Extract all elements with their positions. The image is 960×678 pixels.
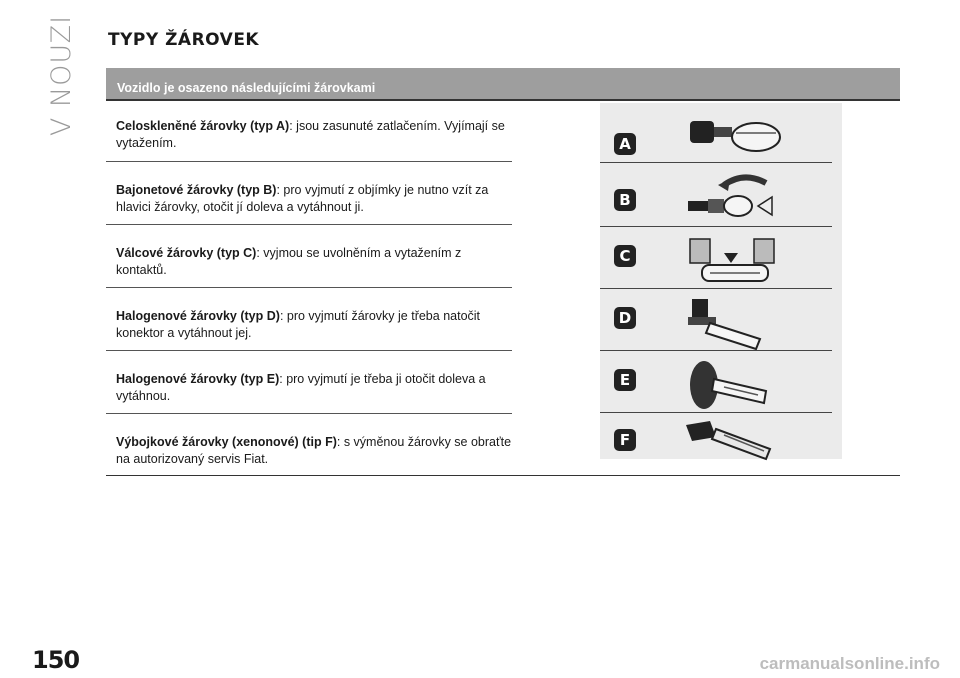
row-divider	[600, 162, 832, 163]
row-divider	[600, 350, 832, 351]
illustration-row-e	[600, 353, 832, 413]
watermark: carmanualsonline.info	[759, 654, 940, 673]
bulb-type-description: : s výměnou žárovky se obraťte na autorizovaný servis Fiat.	[116, 435, 512, 466]
festoon-bulb-icon	[680, 233, 800, 289]
bulb-illustration-panel	[600, 103, 842, 459]
halogen-h7-bulb-icon	[680, 357, 800, 413]
bulb-row-text	[106, 182, 512, 216]
xenon-bulb-icon	[680, 419, 800, 465]
bulb-row-text	[106, 118, 512, 152]
illustration-row-d	[600, 291, 832, 351]
table-header-label: Vozidlo je osazeno následujícími žárovkami	[117, 81, 376, 95]
bulb-type-label: Celoskleněné žárovky (typ A)	[116, 119, 290, 133]
bulb-type-label: Halogenové žárovky (typ E)	[116, 372, 280, 386]
bulb-type-label: Halogenové žárovky (typ D)	[116, 309, 280, 323]
page-number: 150	[32, 646, 80, 674]
bulb-row-text	[106, 434, 512, 468]
letter-badge-f: F	[614, 429, 636, 451]
letter-badge-b: B	[614, 189, 636, 211]
bulb-row-text	[106, 308, 512, 342]
row-divider	[600, 288, 832, 289]
table-header	[106, 68, 900, 101]
halogen-h4-bulb-icon	[680, 295, 800, 351]
letter-badge-e: E	[614, 369, 636, 391]
row-divider	[600, 412, 832, 413]
bulb-type-label: Výbojkové žárovky (xenonové) (tip F)	[116, 435, 337, 449]
bulb-type-description: : vyjmou se uvolněním a vytažením z kontaktů.	[116, 246, 462, 277]
bulb-row-b	[106, 182, 512, 225]
illustration-row-a	[600, 103, 832, 163]
bulb-row-e	[106, 371, 512, 414]
letter-badge-c: C	[614, 245, 636, 267]
illustration-row-c	[600, 229, 832, 289]
bulb-type-label: Válcové žárovky (typ C)	[116, 246, 257, 260]
wedge-bulb-icon	[680, 107, 790, 161]
bulb-type-label: Bajonetové žárovky (typ B)	[116, 183, 277, 197]
bulb-type-description: : jsou zasunuté zatlačením. Vyjímají se vytažením.	[116, 119, 505, 150]
bulb-type-description: : pro vyjmutí z objímky je nutno vzít za hlavici žárovky, otočit jí doleva a vytáhnout ji.	[116, 183, 489, 214]
section-side-tab-label: V NOUZI	[46, 14, 78, 136]
bulb-row-d	[106, 308, 512, 351]
bulb-type-description: : pro vyjmutí žárovky je třeba natočit konektor a vytáhnout jej.	[116, 309, 481, 340]
bulb-row-f	[106, 434, 512, 474]
illustration-row-b	[600, 167, 832, 227]
bayonet-bulb-icon	[680, 171, 800, 225]
page-title: TYPY ŽÁROVEK	[108, 30, 260, 50]
bulb-row-text	[106, 371, 512, 405]
bulb-row-c	[106, 245, 512, 288]
illustration-row-f	[600, 415, 832, 475]
letter-badge-d: D	[614, 307, 636, 329]
row-divider	[600, 226, 832, 227]
bulb-type-description: : pro vyjmutí je třeba ji otočit doleva a vytáhnou.	[116, 372, 486, 403]
bulb-row-text	[106, 245, 512, 279]
section-side-tab	[40, 14, 84, 136]
bulb-row-a	[106, 118, 512, 162]
table-bottom-rule	[106, 475, 900, 476]
letter-badge-a: A	[614, 133, 636, 155]
